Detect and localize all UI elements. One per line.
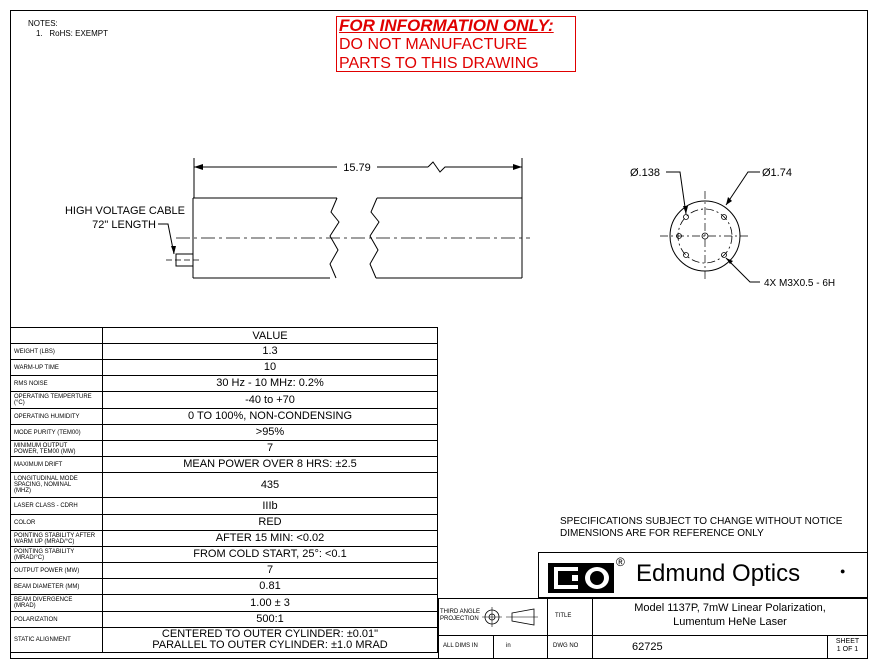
table-row (11, 579, 438, 595)
spec-value: AFTER 15 MIN: <0.02 (103, 531, 438, 547)
spec-label: RMS NOISE (11, 376, 103, 392)
table-header-row (11, 328, 438, 344)
table-row (11, 392, 438, 409)
spec-label: BEAM DIVERGENCE (MRAD) (11, 595, 103, 612)
spec-label: COLOR (11, 515, 103, 531)
spec-label: OPERATING HUMIDITY (11, 409, 103, 425)
table-row (11, 595, 438, 612)
edmund-optics-logo (546, 557, 636, 595)
spec-label: MINIMUM OUTPUT POWER, TEM00 (MW) (11, 441, 103, 457)
specification-notice (560, 516, 842, 540)
table-row (11, 344, 438, 360)
third-angle-line-2: PROJECTION (440, 616, 479, 622)
warning-line-1: DO NOT MANUFACTURE (339, 36, 528, 53)
cable-label-line-2: 72" LENGTH (92, 219, 156, 231)
spec-value: 1.00 ± 3 (103, 595, 438, 612)
third-angle-line-1: THIRD ANGLE (440, 609, 481, 615)
body-diameter-dimension: Ø1.74 (762, 167, 792, 179)
spec-value: 0 TO 100%, NON-CONDENSING (103, 409, 438, 425)
all-dims-value-cell (493, 635, 548, 659)
spec-value: 30 Hz - 10 MHz: 0.2% (103, 376, 438, 392)
table-row (11, 628, 438, 653)
spec-label: LASER CLASS - CDRH (11, 498, 103, 515)
spec-label: POINTING STABILITY (MRAD/°C) (11, 547, 103, 563)
cable-label-line-1: HIGH VOLTAGE CABLE (64, 205, 185, 217)
table-header-value: VALUE (103, 328, 438, 344)
dwg-no-label: DWG NO (553, 643, 579, 649)
projection-label (440, 609, 480, 623)
thread-callout: 4X M3X0.5 - 6H (764, 278, 836, 289)
spec-value: -40 to +70 (103, 392, 438, 409)
notes-item-number: 1. (36, 29, 43, 38)
table-row (11, 563, 438, 579)
spec-label: WARM-UP TIME (11, 360, 103, 376)
spec-label: MODE PURITY (TEM00) (11, 425, 103, 441)
spec-label: OUTPUT POWER (MW) (11, 563, 103, 579)
warning-title: FOR INFORMATION ONLY: (339, 16, 554, 35)
table-row (11, 441, 438, 457)
spec-value: 1.3 (103, 344, 438, 360)
spec-label: MAXIMUM DRIFT (11, 457, 103, 473)
spec-label: STATIC ALIGNMENT (11, 628, 103, 653)
table-row (11, 531, 438, 547)
brand-name: Edmund Optics (636, 560, 801, 587)
sheet-info (827, 638, 868, 654)
spec-value: FROM COLD START, 25°: <0.1 (103, 547, 438, 563)
brand-dot: ● (840, 566, 846, 576)
drawing-title-line-1: Model 1137P, 7mW Linear Polarization, (634, 602, 826, 614)
table-header-blank (11, 328, 103, 344)
notes-heading: NOTES: (28, 19, 58, 28)
dwg-no-value-cell (592, 635, 828, 659)
spec-value: 10 (103, 360, 438, 376)
table-row (11, 425, 438, 441)
spec-label: OPERATING TEMPERTURE (°C) (11, 392, 103, 409)
spec-value: 500:1 (103, 612, 438, 628)
all-dims-label: ALL DIMS IN (443, 643, 478, 649)
spec-value: CENTERED TO OUTER CYLINDER: ±0.01" PARALLEL TO OUTER CYLINDER: ±1.0 MRAD (103, 628, 438, 653)
table-row (11, 515, 438, 531)
table-row (11, 612, 438, 628)
spec-label: POLARIZATION (11, 612, 103, 628)
dwg-no-value: 62725 (632, 641, 663, 653)
table-row (11, 376, 438, 392)
notes-item-text: RoHS: EXEMPT (49, 29, 109, 38)
specification-table (10, 327, 438, 653)
spec-value: 435 (103, 473, 438, 498)
table-row (11, 547, 438, 563)
table-row (11, 360, 438, 376)
spec-value: RED (103, 515, 438, 531)
spec-label: WEIGHT (LBS) (11, 344, 103, 360)
spec-value: >95% (103, 425, 438, 441)
drawing-title-line-2: Lumentum HeNe Laser (673, 616, 787, 628)
all-dims-value: in (506, 643, 511, 649)
drawing-title (592, 601, 868, 629)
third-angle-projection-icon (482, 604, 542, 630)
registered-mark: ® (616, 557, 625, 569)
warning-line-2: PARTS TO THIS DRAWING (339, 55, 539, 72)
table-row (11, 409, 438, 425)
spec-value: 7 (103, 563, 438, 579)
spec-label: BEAM DIAMETER (MM) (11, 579, 103, 595)
title-label: TITLE (555, 613, 572, 619)
spec-value: IIIb (103, 498, 438, 515)
table-row (11, 457, 438, 473)
spec-value: MEAN POWER OVER 8 HRS: ±2.5 (103, 457, 438, 473)
table-row (11, 473, 438, 498)
spec-label: LONGITUDINAL MODE SPACING, NOMINAL (MHZ) (11, 473, 103, 498)
spec-label: POINTING STABILITY AFTER WARM UP (MRAD/°C) (11, 531, 103, 547)
spec-value: 7 (103, 441, 438, 457)
spec-notice-line-1: SPECIFICATIONS SUBJECT TO CHANGE WITHOUT NOTICE (560, 516, 843, 527)
sheet-value: 1 OF 1 (836, 646, 859, 653)
spec-value: 0.81 (103, 579, 438, 595)
sheet-label: SHEET (835, 638, 860, 645)
table-row (11, 498, 438, 515)
spec-notice-line-2: DIMENSIONS ARE FOR REFERENCE ONLY (560, 528, 764, 539)
length-dimension: 15.79 (343, 162, 371, 174)
laser-end-view (600, 150, 860, 300)
hole-diameter-dimension: Ø.138 (630, 167, 660, 179)
